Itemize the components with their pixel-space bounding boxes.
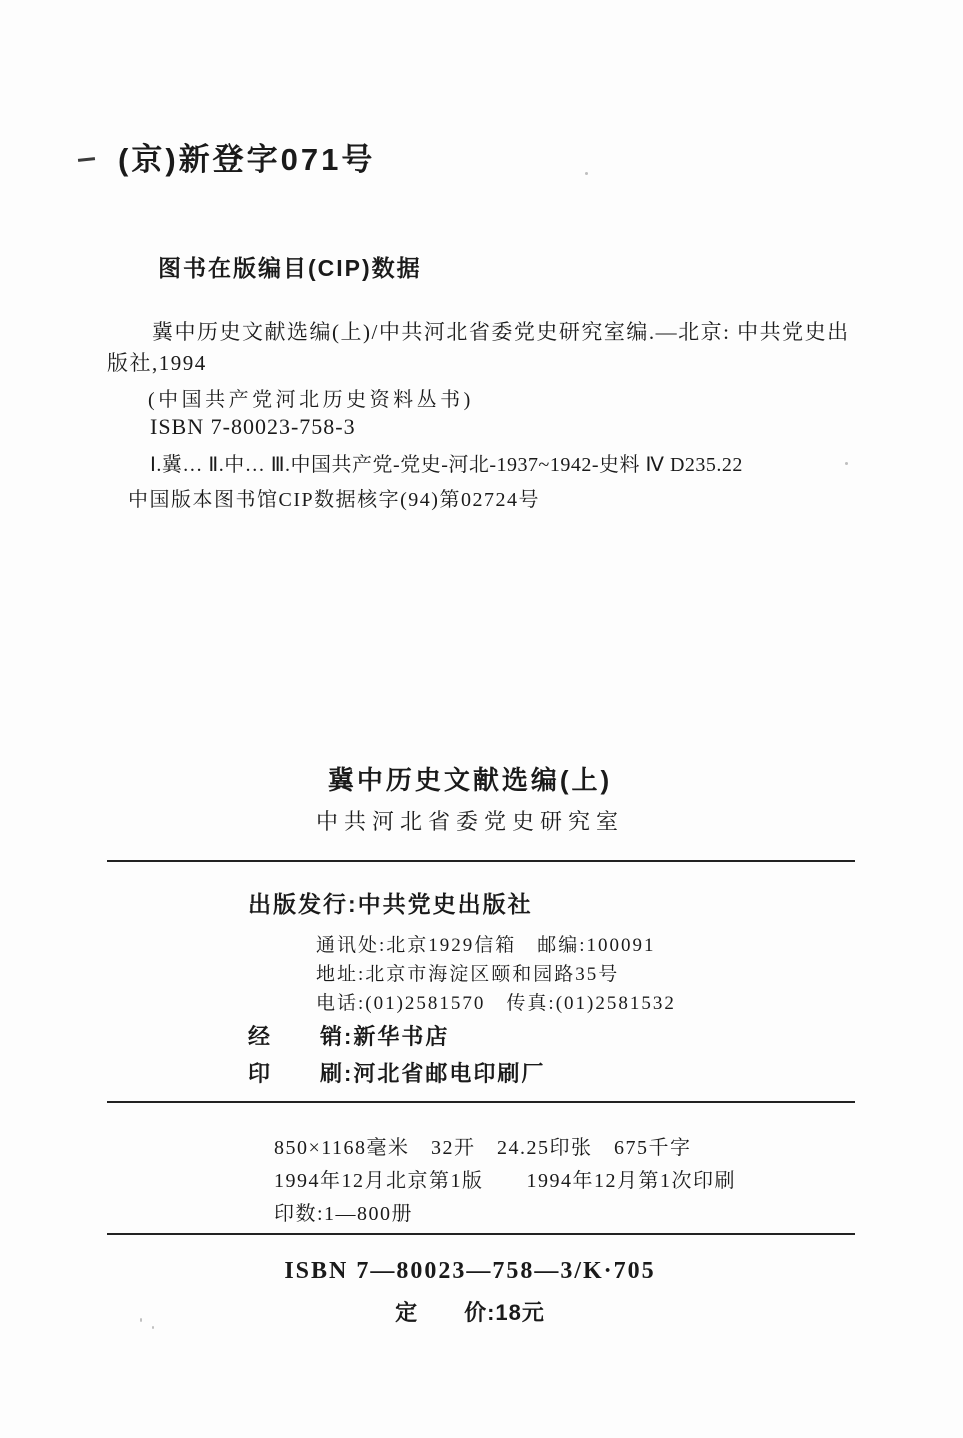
horizontal-rule-top: [107, 860, 855, 862]
cip-series-note: (中国共产党河北历史资料丛书): [148, 389, 474, 411]
book-editor: 中共河北省委党史研究室: [315, 809, 624, 834]
horizontal-rule-bottom: [107, 1233, 855, 1235]
scan-speckle: [845, 462, 848, 465]
cip-classification-line: Ⅰ.冀… Ⅱ.中… Ⅲ.中国共产党-党史-河北-1937~1942-史料 Ⅳ D235.22: [150, 454, 743, 476]
edition-spec-line: 1994年12月北京第1版 1994年12月第1次印刷: [274, 1170, 736, 1192]
printer-label: 印 刷:: [248, 1061, 354, 1086]
scan-mark-dash: [78, 157, 95, 162]
printer-value: 河北省邮电印刷厂: [353, 1061, 546, 1086]
horizontal-rule-middle: [107, 1101, 855, 1103]
distributor-label: 经 销:: [248, 1024, 354, 1049]
contact-address-line: 地址:北京市海淀区颐和园路35号: [316, 964, 620, 985]
contact-phone-fax-line: 电话:(01)2581570 传真:(01)2581532: [316, 993, 676, 1014]
scan-speckle: [152, 1326, 154, 1329]
distributor-line: [248, 1020, 449, 1051]
scan-speckle: [585, 172, 588, 175]
publisher-value: 中共党史出版社: [357, 892, 533, 917]
cip-record-number-line: 中国版本图书馆CIP数据核字(94)第02724号: [128, 489, 540, 511]
registration-label: (京)新登字071号: [118, 142, 376, 177]
print-run-line: 印数:1—800册: [274, 1203, 414, 1225]
scan-speckle: [140, 1318, 142, 1322]
book-title: 冀中历史文献选编(上): [327, 765, 613, 795]
format-spec-line: 850×1168毫米 32开 24.25印张 675千字: [274, 1137, 692, 1159]
contact-mailbox-line: 通讯处:北京1929信箱 邮编:100091: [316, 935, 656, 956]
cip-entry-line-2: 版社,1994: [107, 351, 207, 375]
cip-heading: 图书在版编目(CIP)数据: [158, 255, 422, 281]
price-label: 定 价:: [395, 1300, 496, 1325]
distributor-value: 新华书店: [353, 1024, 450, 1049]
cip-entry-line-1: 冀中历史文献选编(上)/中共河北省委党史研究室编.—北京: 中共党史出: [152, 320, 850, 344]
price-line: [0, 1296, 940, 1327]
publisher-label: 出版发行:: [248, 891, 358, 917]
publisher-line: [248, 886, 533, 919]
cip-isbn: ISBN 7-80023-758-3: [150, 414, 356, 439]
price-value: 18元: [495, 1300, 545, 1325]
isbn-footer-line: ISBN 7—80023—758—3/K·705: [284, 1258, 656, 1284]
printer-line: [248, 1057, 545, 1088]
